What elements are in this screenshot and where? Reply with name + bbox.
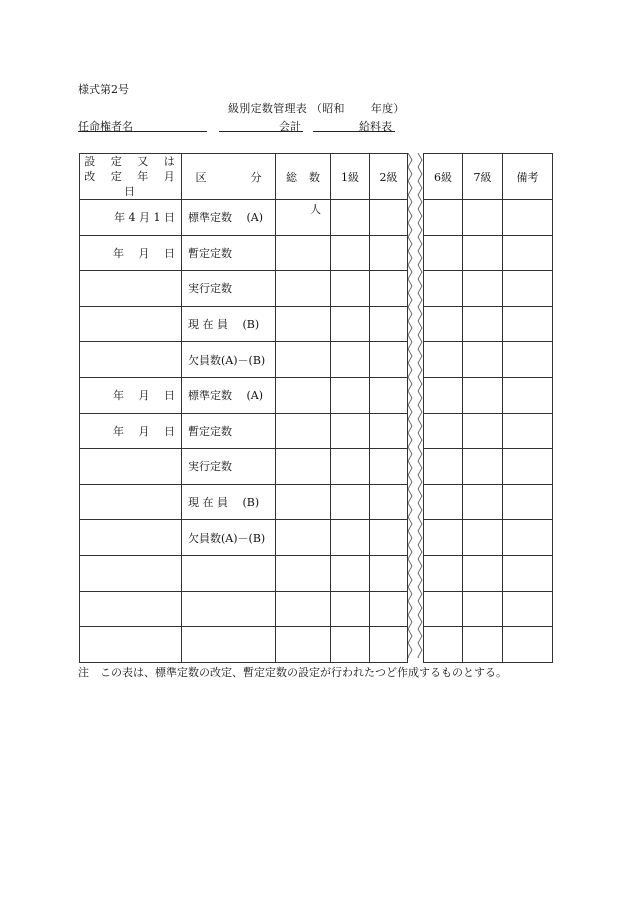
row-grade-7 (463, 484, 503, 520)
row-grade-1 (331, 449, 370, 485)
row-column-break (408, 271, 424, 307)
row-column-break (408, 627, 424, 663)
table-row (80, 484, 553, 520)
row-total (276, 591, 331, 627)
row-remarks (503, 627, 553, 663)
row-total (276, 627, 331, 663)
row-grade-7 (463, 377, 503, 413)
row-grade-6 (424, 200, 463, 236)
unit-label: 人 (310, 203, 321, 216)
row-grade-6 (424, 235, 463, 271)
row-grade-1 (331, 306, 370, 342)
row-category: 現 在 員 (B) (182, 306, 276, 342)
row-date (80, 520, 182, 556)
row-grade-7 (463, 627, 503, 663)
row-grade-2 (370, 627, 408, 663)
row-date: 年 月 日 (80, 235, 182, 271)
row-grade-6 (424, 591, 463, 627)
row-grade-7 (463, 306, 503, 342)
row-grade-2 (370, 200, 408, 236)
table-row (80, 413, 553, 449)
row-remarks (503, 200, 553, 236)
grade-quota-table (79, 153, 553, 663)
row-column-break (408, 555, 424, 591)
row-category: 暫定定数 (182, 235, 276, 271)
row-grade-6 (424, 306, 463, 342)
row-total (276, 520, 331, 556)
row-category: 実行定数 (182, 449, 276, 485)
table-row (80, 520, 553, 556)
header-remarks: 備考 (503, 154, 553, 200)
account-underline (219, 131, 303, 132)
row-total (276, 306, 331, 342)
table-row (80, 200, 553, 236)
row-grade-6 (424, 271, 463, 307)
row-column-break (408, 342, 424, 378)
row-grade-2 (370, 306, 408, 342)
row-date (80, 555, 182, 591)
header-grade-7: 7級 (463, 154, 503, 200)
row-grade-7 (463, 520, 503, 556)
row-grade-6 (424, 342, 463, 378)
row-grade-2 (370, 449, 408, 485)
row-grade-6 (424, 484, 463, 520)
header-category: 区 分 (182, 154, 276, 200)
salary-table-label: 給料表 (359, 120, 392, 133)
row-category: 標準定数 (A) (182, 377, 276, 413)
row-remarks (503, 413, 553, 449)
row-grade-1 (331, 342, 370, 378)
row-grade-2 (370, 342, 408, 378)
table-row (80, 591, 553, 627)
row-grade-1 (331, 271, 370, 307)
header-grade-2: 2級 (370, 154, 408, 200)
row-total (276, 449, 331, 485)
account-label: 会計 (279, 120, 301, 133)
header-total: 総 数 (276, 154, 331, 200)
row-grade-7 (463, 342, 503, 378)
row-grade-1 (331, 377, 370, 413)
row-column-break (408, 484, 424, 520)
row-grade-7 (463, 555, 503, 591)
header-date: 設 定 又 は 改 定 年 月 日 (80, 154, 182, 200)
row-date (80, 342, 182, 378)
row-remarks (503, 591, 553, 627)
row-category (182, 591, 276, 627)
row-total (276, 484, 331, 520)
row-date (80, 591, 182, 627)
row-grade-6 (424, 377, 463, 413)
row-date (80, 449, 182, 485)
header-column-break (408, 154, 424, 200)
row-date: 年 月 日 (80, 413, 182, 449)
document-title (228, 100, 405, 116)
row-total (276, 200, 331, 236)
row-grade-1 (331, 520, 370, 556)
row-grade-2 (370, 484, 408, 520)
row-total (276, 235, 331, 271)
row-date (80, 484, 182, 520)
table-row (80, 342, 553, 378)
row-grade-7 (463, 449, 503, 485)
row-grade-2 (370, 377, 408, 413)
row-total (276, 377, 331, 413)
row-date (80, 627, 182, 663)
row-date (80, 271, 182, 307)
row-column-break (408, 377, 424, 413)
row-grade-1 (331, 413, 370, 449)
salary-table-underline (313, 131, 395, 132)
form-number: 様式第2号 (78, 83, 129, 96)
row-category: 暫定定数 (182, 413, 276, 449)
table-row (80, 449, 553, 485)
row-date: 年 4 月 1 日 (80, 200, 182, 236)
row-grade-2 (370, 271, 408, 307)
row-column-break (408, 520, 424, 556)
title-era-open: （昭和 (310, 102, 345, 115)
table-row (80, 627, 553, 663)
header-grade-1: 1級 (331, 154, 370, 200)
row-total (276, 413, 331, 449)
row-remarks (503, 377, 553, 413)
row-remarks (503, 484, 553, 520)
row-remarks (503, 306, 553, 342)
row-grade-6 (424, 413, 463, 449)
row-grade-1 (331, 235, 370, 271)
row-grade-2 (370, 591, 408, 627)
row-remarks (503, 271, 553, 307)
row-column-break (408, 413, 424, 449)
row-column-break (408, 591, 424, 627)
row-column-break (408, 200, 424, 236)
row-grade-1 (331, 200, 370, 236)
row-grade-6 (424, 449, 463, 485)
table-header-row (80, 154, 553, 200)
row-grade-2 (370, 520, 408, 556)
row-total (276, 555, 331, 591)
row-category: 現 在 員 (B) (182, 484, 276, 520)
title-era-close: 年度） (370, 102, 405, 115)
row-grade-2 (370, 555, 408, 591)
table-row (80, 555, 553, 591)
row-column-break (408, 306, 424, 342)
row-remarks (503, 235, 553, 271)
row-grade-2 (370, 413, 408, 449)
row-grade-1 (331, 555, 370, 591)
row-remarks (503, 555, 553, 591)
footnote: 注 この表は、標準定数の改定、暫定定数の設定が行われたつど作成するものとする。 (78, 666, 507, 679)
row-remarks (503, 449, 553, 485)
appointer-label: 任命権者名 (78, 120, 133, 133)
row-grade-6 (424, 520, 463, 556)
row-category: 標準定数 (A) (182, 200, 276, 236)
table-row (80, 271, 553, 307)
row-column-break (408, 449, 424, 485)
row-grade-6 (424, 627, 463, 663)
table-row (80, 306, 553, 342)
row-category: 欠員数(A)－(B) (182, 342, 276, 378)
row-grade-7 (463, 200, 503, 236)
row-grade-1 (331, 484, 370, 520)
row-grade-6 (424, 555, 463, 591)
row-grade-7 (463, 235, 503, 271)
row-remarks (503, 520, 553, 556)
row-grade-7 (463, 591, 503, 627)
row-grade-1 (331, 591, 370, 627)
appointer-underline (78, 131, 207, 132)
row-category: 欠員数(A)－(B) (182, 520, 276, 556)
row-category (182, 627, 276, 663)
row-grade-2 (370, 235, 408, 271)
row-grade-7 (463, 271, 503, 307)
table-row (80, 235, 553, 271)
row-total (276, 271, 331, 307)
row-column-break (408, 235, 424, 271)
row-date (80, 306, 182, 342)
row-grade-7 (463, 413, 503, 449)
row-remarks (503, 342, 553, 378)
row-total (276, 342, 331, 378)
row-category (182, 555, 276, 591)
table-row (80, 377, 553, 413)
row-category: 実行定数 (182, 271, 276, 307)
title-main: 級別定数管理表 (228, 102, 308, 115)
row-date: 年 月 日 (80, 377, 182, 413)
row-grade-1 (331, 627, 370, 663)
header-grade-6: 6級 (424, 154, 463, 200)
